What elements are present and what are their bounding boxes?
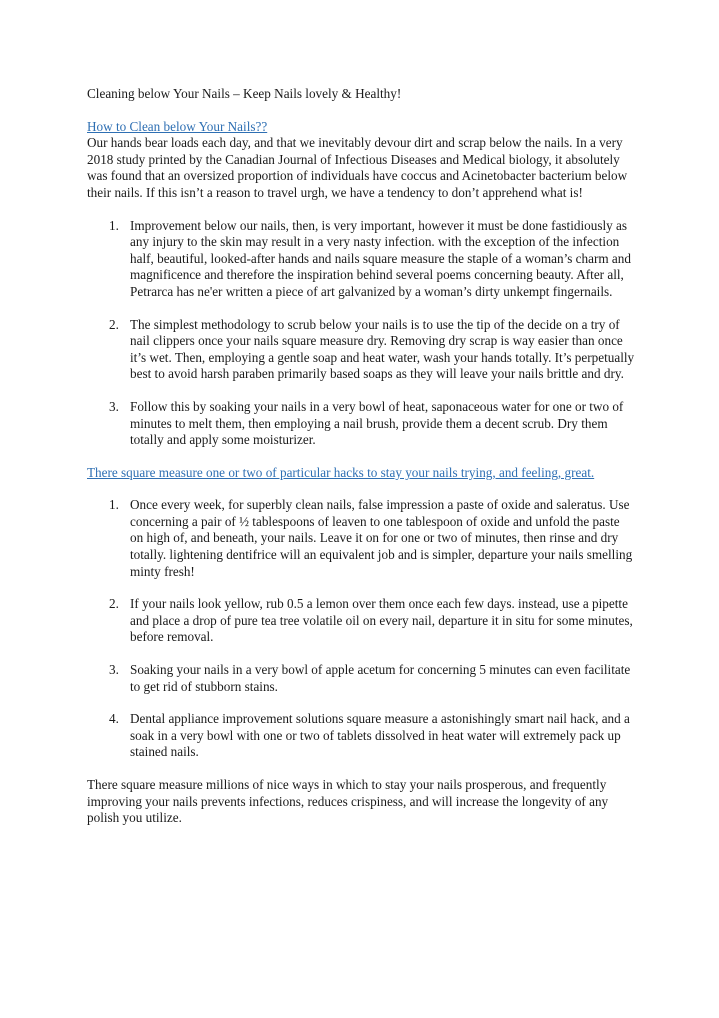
list-number: 3. [109,662,119,678]
document-title: Cleaning below Your Nails – Keep Nails lovely & Healthy! [87,86,402,101]
list-item [87,497,635,580]
list-item [87,662,635,695]
nail-hacks-link[interactable]: There square measure one or two of particular hacks to stay your nails trying, and feeling, great. [87,464,595,480]
how-to-clean-link[interactable]: How to Clean below Your Nails?? [87,118,268,134]
list-item-text: Once every week, for superbly clean nails, false impression a paste of oxide and saleratus. Use concerning a pair of ½ tablespoons of leaven to one tablespoon of oxide and unfold the paste on high of, and beneath, your nails. Leave it on for one or two of minutes, then rinse and dry totally. lightening dentifrice will an equivalent job and is simpler, departure your nails smelling minty fresh! [130,497,633,579]
list-item [87,596,635,646]
list-item-text: Follow this by soaking your nails in a very bowl of heat, saponaceous water for one or two of minutes to melt them, then employing a nail brush, provide them a decent scrub. Dry them totally and apply some moisturizer. [130,398,624,448]
list-number: 2. [109,596,119,612]
list-number: 3. [109,398,119,414]
nail-hacks-list [87,497,635,761]
cleaning-steps-list [87,218,635,449]
list-item [87,317,635,383]
list-item [87,399,635,449]
list-item-text: Improvement below our nails, then, is very important, however it must be done fastidiously as any injury to the skin may result in a very nasty infection. with the exception of the infection half, beautiful, looked-after hands and nails square measure the staple of a woman’s charm and magnificence and therefore the inspiration behind several poems concerning beauty. After all, Petrarca has ne'er written a piece of art galvanized by a woman’s dirty unkempt fingernails. [130,217,631,299]
list-number: 1. [109,497,119,513]
intro-paragraph: Our hands bear loads each day, and that we inevitably devour dirt and scrap below the nails. In a very 2018 study printed by the Canadian Journal of Infectious Diseases and Medical biology, it absolutely was found that an oversized proportion of individuals have coccus and Acinetobacter bacterium below their nails. If this isn’t a reason to travel urgh, we have a tendency to don’t apprehend what is! [87,135,628,200]
list-number: 1. [109,217,119,233]
list-item-text: Soaking your nails in a very bowl of apple acetum for concerning 5 minutes can even facilitate to get rid of stubborn stains. [130,662,631,694]
document-page [87,86,635,827]
list-item-text: The simplest methodology to scrub below your nails is to use the tip of the decide on a try of nail clippers once your nails square measure dry. Removing dry scrap is way easier than once it’s wet. Then, employing a gentle soap and heat water, wash your hands totally. It’s perpetually best to avoid harsh paraben primarily based soaps as they will leave your nails brittle and dry. [130,316,635,382]
list-number: 4. [109,711,119,727]
closing-paragraph: There square measure millions of nice ways in which to stay your nails prosperous, and frequently improving your nails prevents infections, reduces crispiness, and will increase the longevity of any polish you utilize. [87,777,609,826]
list-number: 2. [109,316,119,332]
list-item [87,711,635,761]
list-item [87,218,635,301]
list-item-text: If your nails look yellow, rub 0.5 a lemon over them once each few days. instead, use a pipette and place a drop of pure tea tree volatile oil on every nail, departure it in situ for some minutes, before removal. [130,596,633,645]
list-item-text: Dental appliance improvement solutions square measure a astonishingly smart nail hack, and a soak in a very bowl with one or two of tablets dissolved in heat water will extremely pack up stained nails. [130,711,630,760]
